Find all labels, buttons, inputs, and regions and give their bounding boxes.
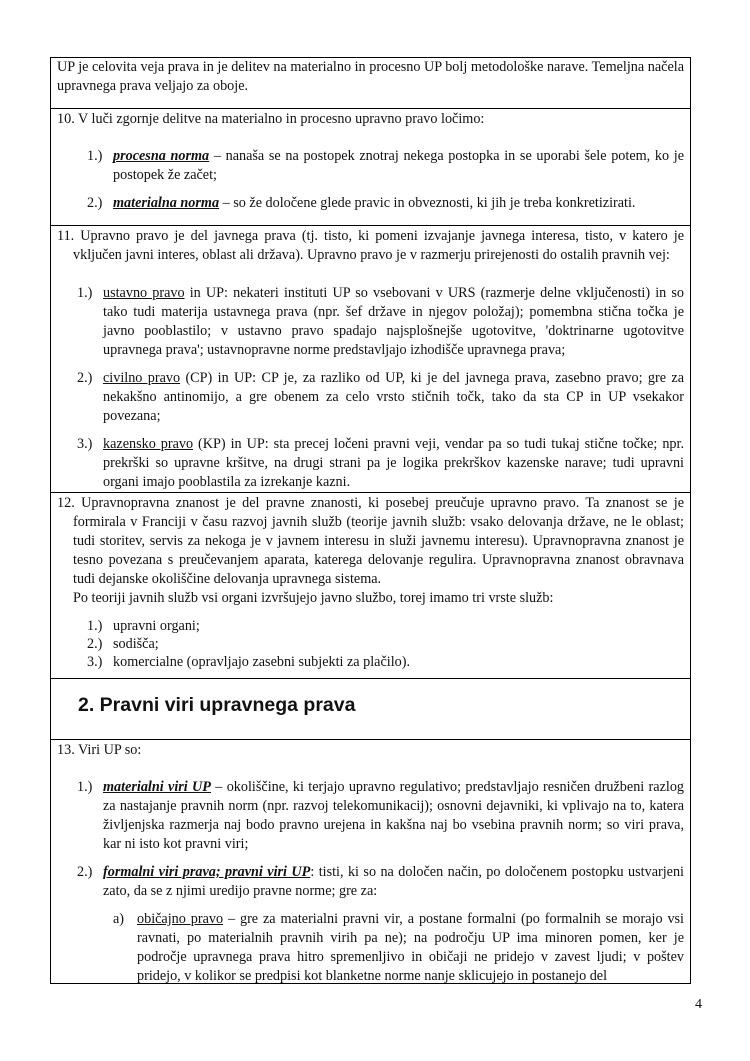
list-item — [77, 435, 684, 492]
list-item — [87, 617, 684, 635]
list-number: 2.) — [77, 370, 93, 386]
list-number: 1.) — [87, 618, 103, 634]
list-number: 1.) — [77, 779, 93, 795]
term-materialna-norma: materialna norma — [113, 195, 220, 211]
table-row-intro — [50, 57, 691, 109]
list-number: 3.) — [87, 654, 103, 670]
section-heading: 2. Pravni viri upravnega prava — [78, 694, 356, 716]
list-item — [77, 284, 684, 360]
list-item-text: – nanaša se na postopek znotraj nekega postopka in se uporabi šele potem, ko je postopek že začet; — [113, 148, 685, 183]
list-item-text: sodišča; — [113, 636, 159, 652]
sub-list-item — [113, 910, 684, 984]
list-item-text: : tisti, ki so na določen način, po določenem postopku ustvarjeni zato, da se z njimi uredijo pravne norme; gre za: — [103, 864, 684, 899]
list-number: 1.) — [77, 285, 93, 301]
sub-list-letter: a) — [113, 911, 125, 927]
list-item-text: upravni organi; — [113, 618, 200, 634]
list-item — [77, 369, 684, 426]
list-item — [87, 653, 684, 671]
page-number: 4 — [695, 997, 702, 1012]
item-10-text: 10. V luči zgornje delitve na materialno in procesno upravno pravo ločimo: — [57, 111, 485, 127]
services-list — [87, 617, 684, 671]
item-11-text: 11. Upravno pravo je del javnega prava (tj. tisto, ki pomeni izvajanje javnega interesa, tisto, v katero je vključen javni interes, oblast ali država). Upravno pravo je v razmerju prirejenosti do ostalih pravnih vej: — [57, 228, 684, 263]
list-item — [87, 147, 684, 185]
table-row-item-10 — [50, 108, 691, 226]
list-number: 2.) — [87, 195, 103, 211]
list-item — [77, 863, 684, 901]
list-number: 2.) — [87, 636, 103, 652]
item-12-text: 12. Upravnopravna znanost je del pravne znanosti, ki posebej preučuje upravno pravo. Ta znanost se je formirala v Franciji v času razvoj javnih služb (teorije javnih služb: vsako delovanja države, ne le oblast; tudi storitev, servis za nekoga je v javnem interesu in služi javnemu interesu). Upravnopravna znanost je tesno povezana s preučevanjem aparata, katerega delovanje regulira. Upravnopravna znanost obravnava tudi dejanske okoliščine delovanja upravnega sistema. — [57, 495, 684, 587]
list-item-text: (CP) in UP: CP je, za razliko od UP, ki je del javnega prava, zasebno pravo; gre za nekakšno antinomijo, a gre obenem za celo vrsto stičnih točk, tako da sta CP in UP vsekakor povezana; — [103, 370, 684, 424]
table-row-item-11 — [50, 226, 691, 493]
list-number: 2.) — [77, 864, 93, 880]
list-item-text: (KP) in UP: sta precej ločeni pravni veji, vendar pa so tudi tukaj stične točke; npr. prekrški so upravne kršitve, na drugi strani pa je logika prekrškov kazenske narave; tudi upravni organi imajo pooblastila za izrekanje kazni. — [103, 436, 685, 490]
item-13-text: 13. Viri UP so: — [57, 742, 142, 758]
list-item-text: – okoliščine, ki terjajo upravno regulativo; predstavljajo resničen družbeni razlog za nastajanje pravnih norm (npr. razvoj telekomunikacij); osnovni dejavniki, ki vplivajo na to, katera življenjska razmerja naj bodo pravno urejena in kakšna naj bo vsebina pravnih norm; so viri prava, kar ni isto kot pravni viri; — [103, 779, 685, 852]
list-item — [77, 778, 684, 854]
term-procesna-norma: procesna norma — [113, 148, 210, 164]
list-item-text: in UP: nekateri instituti UP so vsebovani v URS (razmerje delne vključenosti) in so tako tudi materija ustavnega prava (npr. šef države in njegov položaj); pomembna stična točka je javno pooblastilo; v ustavno pravo spadajo najsplošnejše ugotovitve, 'doktrinarne ugotovitve upravnega prava'; ustavnopravne norme predstavljajo izhodišče upravnega prava; — [103, 285, 684, 358]
term-materialni-viri: materialni viri UP — [103, 779, 211, 795]
term-ustavno-pravo: ustavno pravo — [103, 285, 185, 301]
list-item — [87, 194, 684, 213]
list-item-text: – so že določene glede pravic in obveznosti, ki jih je treba konkretizirati. — [219, 195, 636, 211]
list-item-text: – gre za materialni pravni vir, a postane formalni (po formalnih se morajo vsi ravnati, po materialnih pravnih virih pa ne); na področju UP ima minoren pomen, ker je področje upravnega prava hitro spremenljivo in običaji ne pridejo v zavest ljudi; v poštev pridejo, v kolikor se predpisi kot blanketne norme nanje sklicujejo in postanejo del — [137, 911, 685, 984]
term-civilno-pravo: civilno pravo — [103, 370, 181, 386]
table-row-item-13 — [50, 740, 691, 984]
list-number: 1.) — [87, 148, 103, 164]
term-formalni-viri: formalni viri prava; pravni viri UP — [103, 864, 311, 880]
list-item — [87, 635, 684, 653]
item-12-text-2: Po teoriji javnih služb vsi organi izvršujejo javno službo, torej imamo tri vrste služb: — [73, 590, 554, 606]
table-row-item-12 — [50, 493, 691, 679]
list-number: 3.) — [77, 436, 93, 452]
term-obicajno-pravo: običajno pravo — [137, 911, 224, 927]
intro-paragraph: UP je celovita veja prava in je delitev na materialno in procesno UP bolj metodološke narave. Temeljna načela upravnega prava veljajo za oboje. — [57, 59, 684, 94]
term-kazensko-pravo: kazensko pravo — [103, 436, 194, 452]
table-row-section-heading — [50, 679, 691, 740]
list-item-text: komercialne (opravljajo zasebni subjekti za plačilo). — [113, 654, 411, 670]
